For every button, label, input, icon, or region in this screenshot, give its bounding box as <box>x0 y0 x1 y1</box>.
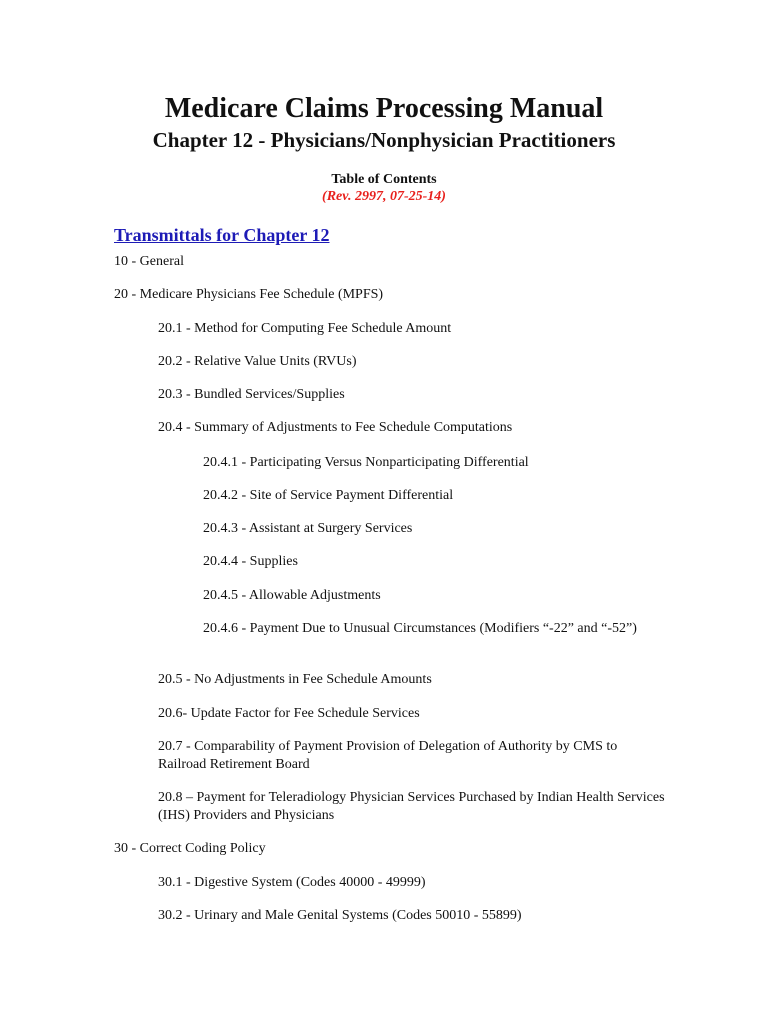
toc-entry: 20.6- Update Factor for Fee Schedule Services <box>158 706 420 721</box>
document-title: Medicare Claims Processing Manual <box>164 93 604 124</box>
revision-label: (Rev. 2997, 07-25-14) <box>322 189 446 204</box>
toc-entry: 20.4.4 - Supplies <box>203 554 298 569</box>
toc-entry: 20 - Medicare Physicians Fee Schedule (MPFS) <box>114 287 384 302</box>
toc-entry: 30.2 - Urinary and Male Genital Systems (Codes 50010 - 55899) <box>158 908 522 923</box>
table-of-contents-heading: Table of Contents <box>331 172 437 187</box>
toc-entry: 20.4 - Summary of Adjustments to Fee Schedule Computations <box>158 420 513 435</box>
toc-entry: 20.4.1 - Participating Versus Nonparticipating Differential <box>203 455 529 470</box>
toc-entry: 20.8 – Payment for Teleradiology Physician Services Purchased by Indian Health Services (IHS) Providers and Physicians <box>158 790 665 823</box>
toc-entry: 20.2 - Relative Value Units (RVUs) <box>158 354 357 369</box>
toc-entry: 30 - Correct Coding Policy <box>114 841 266 856</box>
toc-entry: 20.4.6 - Payment Due to Unusual Circumstances (Modifiers “-22” and “-52”) <box>203 621 637 636</box>
toc-entry: 20.7 - Comparability of Payment Provision of Delegation of Authority by CMS to Railroad Retirement Board <box>158 739 618 772</box>
toc-entry: 20.3 - Bundled Services/Supplies <box>158 387 345 402</box>
toc-entry: 10 - General <box>114 254 184 269</box>
chapter-subtitle: Chapter 12 - Physicians/Nonphysician Practitioners <box>152 128 616 152</box>
transmittals-link[interactable]: Transmittals for Chapter 12 <box>114 225 330 245</box>
toc-entry: 20.5 - No Adjustments in Fee Schedule Amounts <box>158 672 432 687</box>
toc-entry: 30.1 - Digestive System (Codes 40000 - 49999) <box>158 875 426 890</box>
toc-entry: 20.4.5 - Allowable Adjustments <box>203 588 381 603</box>
toc-entry: 20.4.3 - Assistant at Surgery Services <box>203 521 413 536</box>
toc-entry: 20.1 - Method for Computing Fee Schedule Amount <box>158 321 452 336</box>
toc-entry: 20.4.2 - Site of Service Payment Differential <box>203 488 454 503</box>
